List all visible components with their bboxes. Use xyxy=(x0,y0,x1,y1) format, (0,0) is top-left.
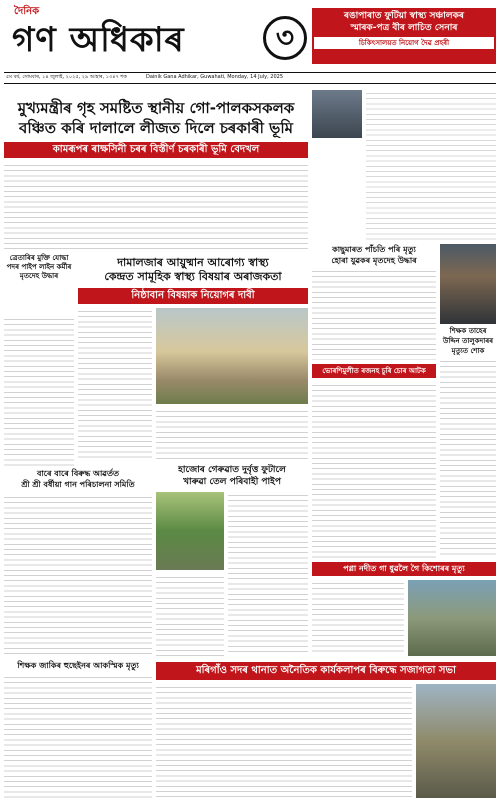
top-right-headline-2: স্মাৰক-পত্ৰ বীৰ লাচিত সেনাৰ xyxy=(350,23,458,33)
health-headline-2: কেন্দ্ৰত সামূহিক স্বাস্থ্য বিষয়াৰ অৰাজকতা xyxy=(104,270,282,283)
lead-headline-1: মুখ্যমন্ত্ৰীৰ গৃহ সমষ্টিত স্থানীয় গো-পালকসকলক xyxy=(17,99,295,117)
issue-number: ৩ xyxy=(275,21,295,54)
drown-banner: পগ্লা নদীত গা ধুৱলৈ গৈ কিশোৰৰ মৃত্যু xyxy=(312,562,496,576)
lead-body xyxy=(4,162,308,252)
kidnap-body xyxy=(312,268,436,360)
teacher-body xyxy=(4,674,152,798)
health-body-left xyxy=(78,308,152,458)
issue-number-badge xyxy=(263,16,307,60)
side-left-headline: ত্ৰেতাৰিৰ মুক্তি যোদ্ধা পদৰ পাইপ লাইন কৰ্মীৰ মৃতদেহ উদ্ধাৰ xyxy=(6,254,72,280)
masthead-title: গণ অধিকাৰ xyxy=(12,20,185,60)
obituary-photo xyxy=(440,244,496,324)
lead-banner: কামৰূপৰ ৰাক্ষসিনী চৰৰ বিস্তীৰ্ণ চৰকাৰী ভূমি বেদখল xyxy=(4,142,308,158)
right-top-photo xyxy=(312,90,362,138)
dateline-left: ৫ম বৰ্ষ, সোমবাৰ, ১৪ জুলাই, ২০২৫, ২৯ আহাৰ, ১৩৪৭ শক xyxy=(6,74,127,80)
drown-body xyxy=(312,580,404,656)
side-left-body xyxy=(4,316,74,466)
health-banner: নিষ্ঠাবান বিষয়াক নিয়োগৰ দাবী xyxy=(78,288,308,304)
kidnap-headline-1: কাছুমাৰত পাঁচতি পৰি মৃত্যু xyxy=(332,245,416,254)
thief-body xyxy=(312,382,436,558)
pipe-photo xyxy=(156,492,224,570)
side-left-title xyxy=(4,254,74,314)
right-top-text xyxy=(366,90,496,240)
masthead-prefix: দৈনিক xyxy=(14,6,40,17)
top-right-box xyxy=(312,8,496,64)
teacher-headline: শিক্ষক জাকিৰ হুছেইনৰ আকস্মিক মৃত্যু xyxy=(17,661,139,670)
lane-headline-2: শ্ৰী শ্ৰী বৰ্ষীয়া গান পৰিচালনা সমিতি xyxy=(21,480,135,489)
bottom-photo xyxy=(416,684,496,798)
obituary-body xyxy=(440,358,496,558)
pipe-headline-1: হাজোৰ গেৰুৱাত দুৰ্বৃত্ত ফুটালে xyxy=(178,465,286,475)
thief-banner: ভোৰশিমুলীত ৰজনহ চুৰি চোৰ আটক xyxy=(312,364,436,378)
bottom-body xyxy=(156,684,412,798)
drown-photo xyxy=(408,580,496,656)
obituary-desc-2: মৃত্যুত শোক xyxy=(451,347,485,355)
lane-body xyxy=(4,494,152,656)
top-right-headline-1: ৰঙাপাৰাত ফুটিয়া স্বাস্থ্য সঞ্চালকৰ xyxy=(344,11,464,21)
health-body-right xyxy=(156,408,308,460)
lead-headline-2: বঞ্চিত কৰি দালালে লীজত দিলে চৰকাৰী ভূমি xyxy=(19,119,293,137)
health-headline-1: দামালজাৰ আয়ুষ্মান আৰোগ্য স্বাস্থ্য xyxy=(117,256,269,269)
obituary-desc-1: উদ্দিন তালুকদাৰৰ xyxy=(442,337,494,345)
lane-headline-1: বাৰে বাৰে বিৰুদ্ধ আৱৰ্তত xyxy=(37,469,119,478)
pipe-body xyxy=(228,492,308,656)
health-photo xyxy=(156,308,308,404)
kidnap-headline-2: হোৰা যুৱকৰ মৃতদেহ উদ্ধাৰ xyxy=(331,256,417,265)
top-right-sub: চিকিৎসালয়ত নিয়োগ দৈৱ প্ৰহৰী xyxy=(314,37,494,49)
dateline-right: Dainik Gana Adhikar, Guwahati, Monday, 14 July, 2025 xyxy=(146,74,283,80)
bottom-banner: মৰিগাঁও সদৰ থানাত অনৈতিক কাৰ্যকলাপৰ বিৰুদ্ধে সজাগতা সভা xyxy=(156,662,496,680)
obituary-name: শিক্ষক তাহেৰ xyxy=(449,327,487,335)
dateline-bar xyxy=(4,72,496,84)
pipe-headline-2: খাৰুৱা তেল পৰিবাহী পাইপ xyxy=(183,477,281,487)
pipe-body-2 xyxy=(156,574,224,656)
